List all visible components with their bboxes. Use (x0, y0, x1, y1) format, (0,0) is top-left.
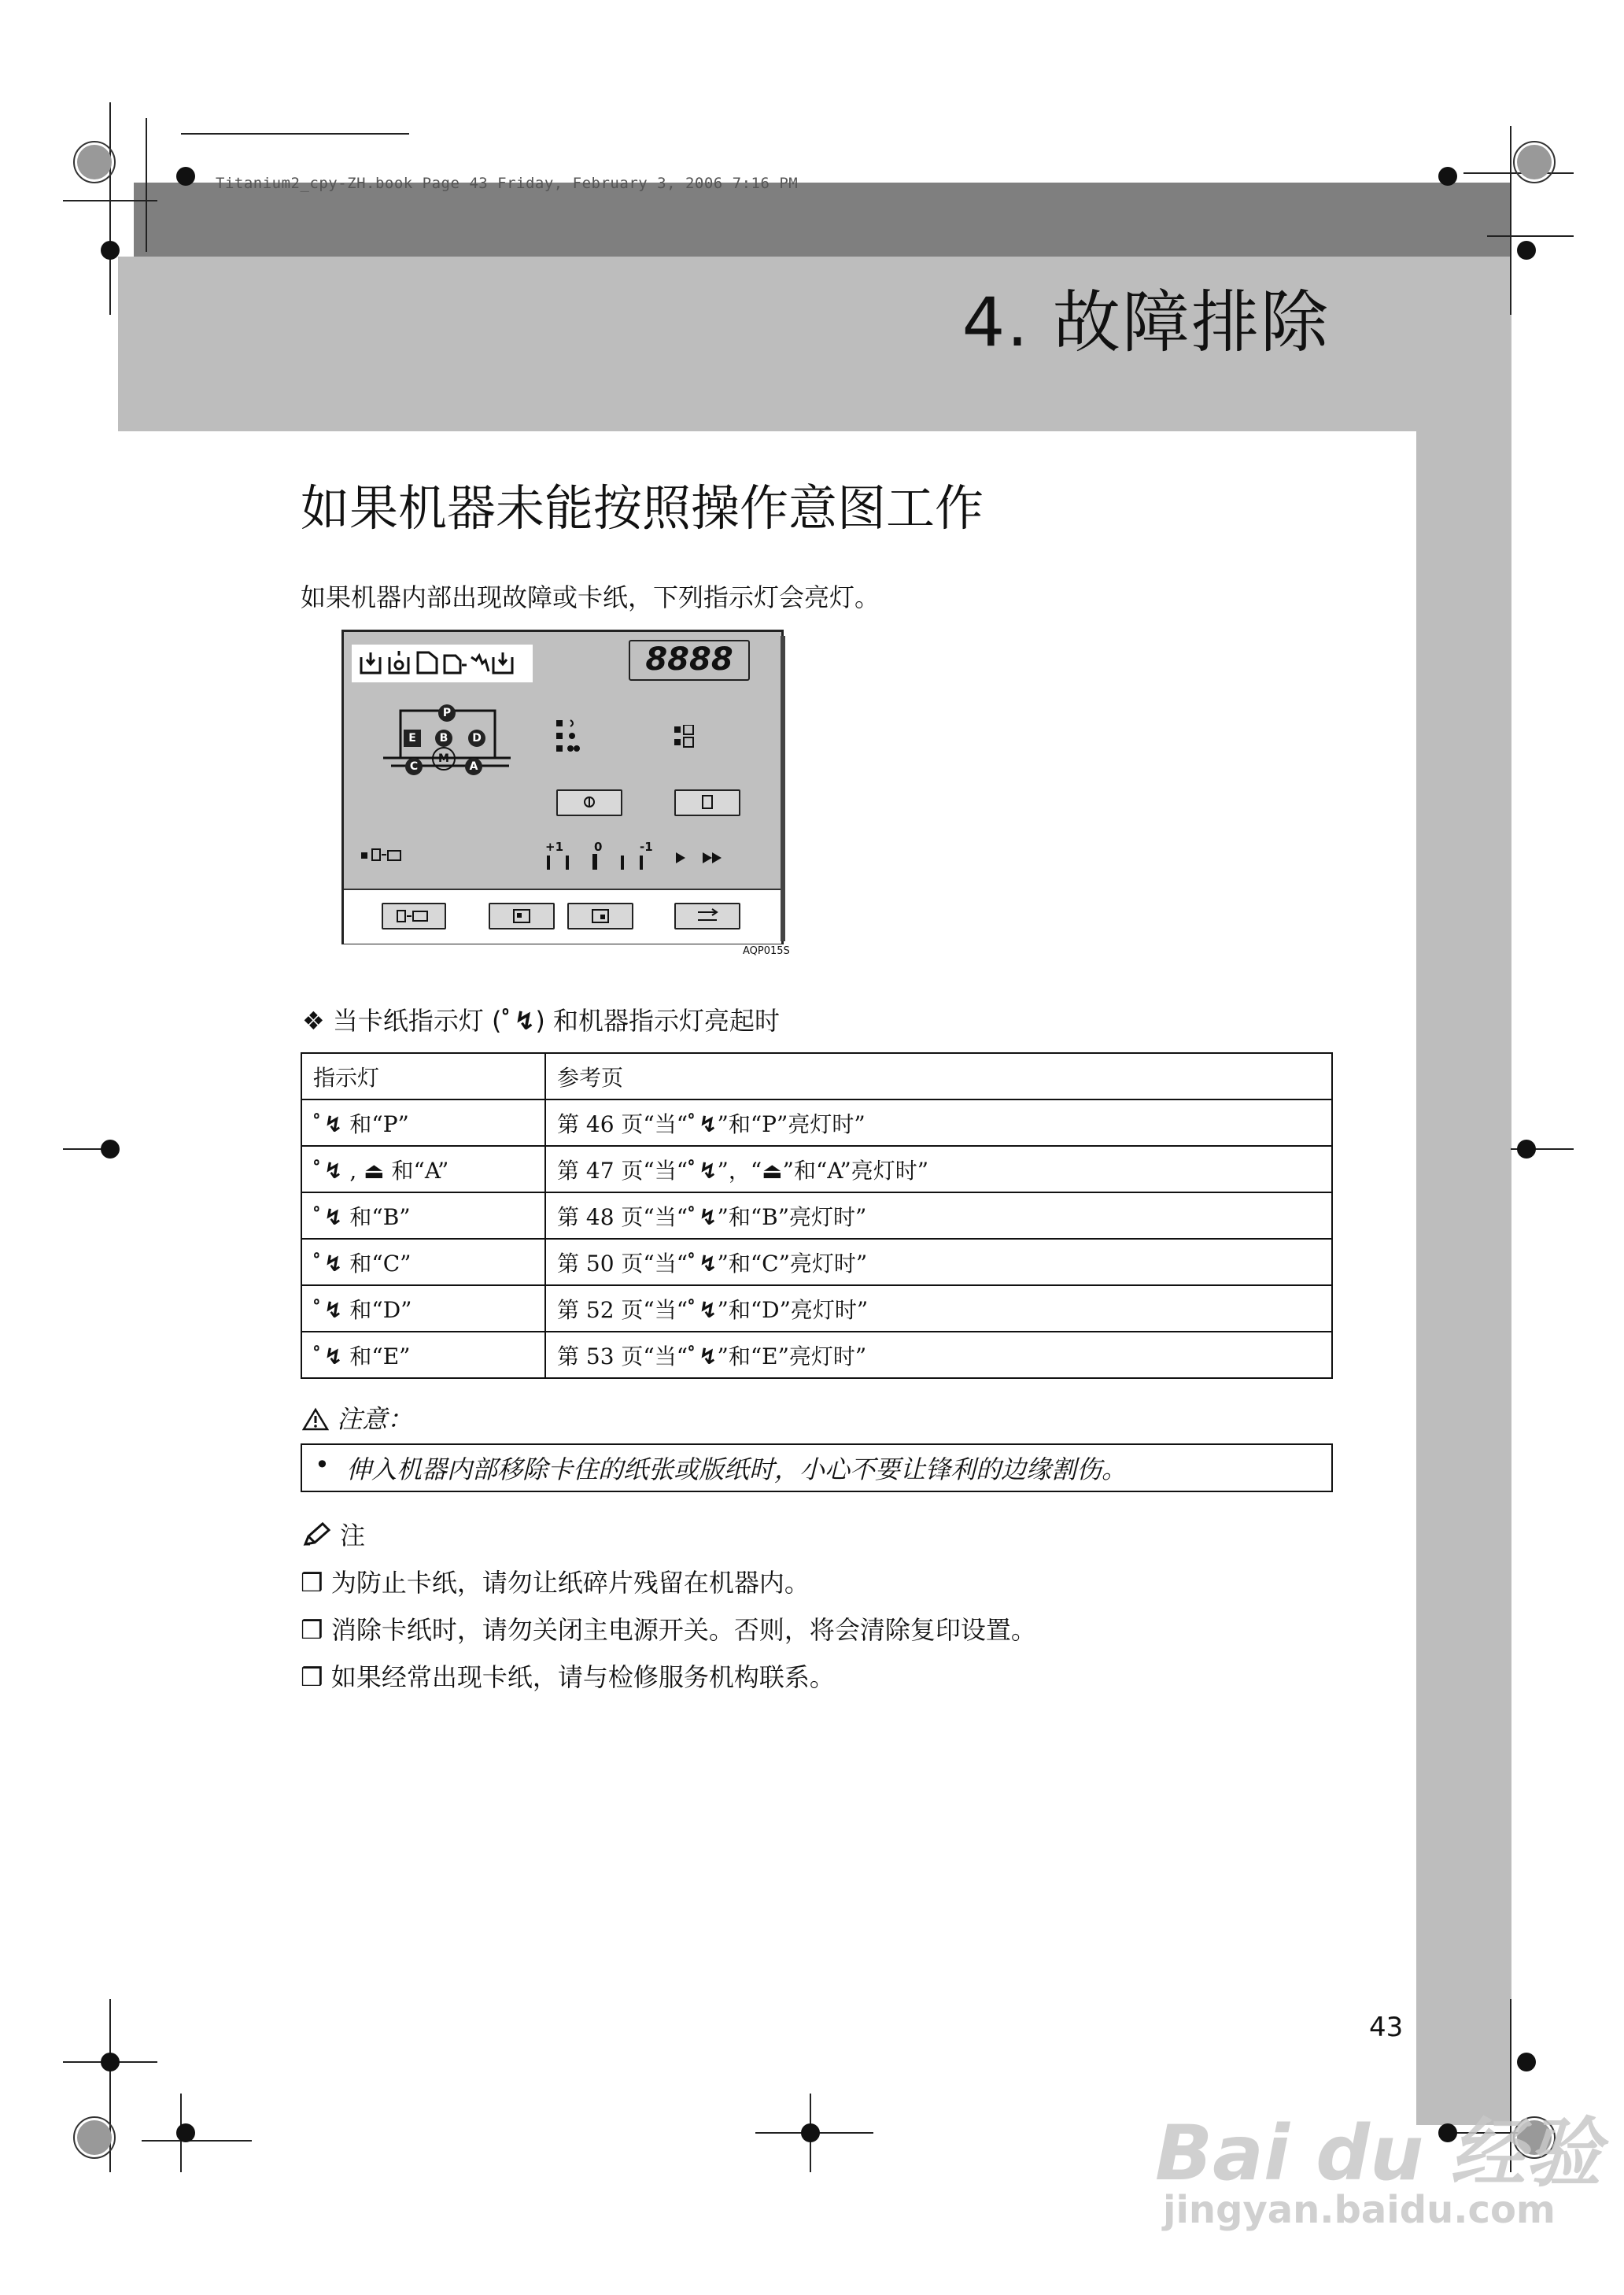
counter-display: 8888 (629, 640, 750, 681)
subsection-heading (302, 1001, 780, 1037)
jam-icon: ﾟ↯ (313, 1203, 343, 1230)
note-item: ❒ 消除卡纸时，请勿关闭主电源开关。否则，将会清除复印设置。 (301, 1615, 1036, 1645)
indicator-p: P (438, 704, 456, 722)
mode-button (674, 789, 740, 816)
baidu-watermark-logo: Bai du 经验 (1155, 2109, 1601, 2197)
diamond-bullet-icon: ❖ (302, 1006, 325, 1036)
note-heading: 注 (301, 1516, 365, 1552)
subsection-suffix: ) 和机器指示灯亮起时 (535, 1006, 781, 1036)
pencil-note-icon (301, 1522, 332, 1549)
checkbox-icon: ❒ (301, 1615, 323, 1645)
note-item: ❒ 为防止卡纸，请勿让纸碎片残留在机器内。 (301, 1568, 810, 1598)
jam-icon: ﾟ↯ (688, 1203, 718, 1230)
sort-button (674, 903, 740, 929)
jam-icon: ﾟ↯ (688, 1250, 718, 1277)
column-header-indicator: 指示灯 (301, 1053, 545, 1099)
jam-icon: ﾟ↯ (688, 1157, 718, 1184)
table-row (301, 1146, 1332, 1192)
indicator-reference-table (301, 1052, 1333, 1379)
tray-icon: ⏏ (762, 1157, 783, 1184)
intro-text: 如果机器内部出现故障或卡纸，下列指示灯会亮灯。 (301, 582, 880, 612)
control-panel-diagram (341, 630, 784, 944)
speed-indicators (671, 848, 734, 867)
jam-icon: ﾟ↯ (313, 1343, 343, 1369)
indicator-c: C (405, 758, 423, 775)
caution-bullet: • (315, 1450, 330, 1480)
indicator-cell: ﾟ↯ 和“C” (301, 1239, 545, 1285)
reference-cell[interactable]: 第 48 页“当“ﾟ↯”和“B”亮灯时” (545, 1192, 1332, 1239)
indicator-cell: ﾟ↯ , ⏏ 和“A” (301, 1146, 545, 1192)
density-indicators (556, 717, 588, 772)
paper-output-button (567, 903, 633, 929)
density-button (556, 789, 622, 816)
checkbox-icon: ❒ (301, 1662, 323, 1692)
table-row (301, 1192, 1332, 1239)
jam-icon: ﾟ↯ (313, 1250, 343, 1277)
original-size-button (382, 903, 446, 929)
reference-cell[interactable]: 第 46 页“当“ﾟ↯”和“P”亮灯时” (545, 1099, 1332, 1146)
table-row (301, 1285, 1332, 1332)
jam-icon: ﾟ↯ (313, 1111, 343, 1137)
indicator-b: B (435, 730, 452, 747)
page-number: 43 (1369, 2012, 1404, 2043)
jam-icon: ﾟ↯ (313, 1296, 343, 1323)
subsection-prefix: 当卡纸指示灯 ( (332, 1006, 502, 1036)
jam-icon: ﾟ↯ (688, 1111, 718, 1137)
scale-plus: +1 (545, 840, 564, 854)
indicator-e: E (404, 730, 421, 747)
caution-heading: 注意： (302, 1399, 412, 1436)
jam-icon: ﾟ↯ (688, 1296, 718, 1323)
caution-text: 伸入机器内部移除卡住的纸张或版纸时，小心不要让锋利的边缘割伤。 (346, 1454, 1128, 1484)
indicator-d: D (468, 730, 485, 747)
jam-icon: ﾟ↯ (688, 1343, 718, 1369)
indicator-m: M (432, 747, 456, 771)
chapter-title: 4. 故障排除 (961, 283, 1330, 362)
indicator-cell: ﾟ↯ 和“P” (301, 1099, 545, 1146)
scale-minus: -1 (640, 840, 653, 854)
warning-triangle-icon (302, 1407, 329, 1431)
indicator-cell: ﾟ↯ 和“D” (301, 1285, 545, 1332)
section-title: 如果机器未能按照操作意图工作 (301, 479, 984, 537)
table-header-row (301, 1053, 1332, 1099)
table-row (301, 1239, 1332, 1285)
indicator-icon-strip (352, 645, 533, 682)
jam-icon: ﾟ↯ (313, 1157, 343, 1184)
reference-cell[interactable]: 第 47 页“当“ﾟ↯”，“⏏”和“A”亮灯时” (545, 1146, 1332, 1192)
checkbox-icon: ❒ (301, 1568, 323, 1598)
reference-cell[interactable]: 第 53 页“当“ﾟ↯”和“E”亮灯时” (545, 1332, 1332, 1378)
table-row (301, 1099, 1332, 1146)
panel-edge-shadow (781, 636, 785, 941)
table-row (301, 1332, 1332, 1378)
indicator-cell: ﾟ↯ 和“B” (301, 1192, 545, 1239)
mode-indicators (674, 725, 706, 756)
jam-indicator-icons (352, 645, 533, 682)
scale-zero: 0 (594, 840, 603, 854)
note-item: ❒ 如果经常出现卡纸，请与检修服务机构联系。 (301, 1662, 835, 1692)
original-size-indicator (360, 844, 402, 868)
paper-feed-button (489, 903, 555, 929)
indicator-cell: ﾟ↯ 和“E” (301, 1332, 545, 1378)
column-header-reference: 参考页 (545, 1053, 1332, 1099)
baidu-watermark-url: jingyan.baidu.com (1163, 2188, 1556, 2232)
reference-cell[interactable]: 第 50 页“当“ﾟ↯”和“C”亮灯时” (545, 1239, 1332, 1285)
reference-cell[interactable]: 第 52 页“当“ﾟ↯”和“D”亮灯时” (545, 1285, 1332, 1332)
file-header-line: Titanium2_cpy-ZH.book Page 43 Friday, February 3, 2006 7:16 PM (216, 175, 799, 192)
tray-icon: ⏏ (364, 1157, 385, 1184)
indicator-a: A (465, 758, 482, 775)
jam-icon: ﾟ↯ (501, 1006, 536, 1036)
scale-bars (542, 852, 660, 871)
figure-code: AQP015S (743, 945, 790, 957)
